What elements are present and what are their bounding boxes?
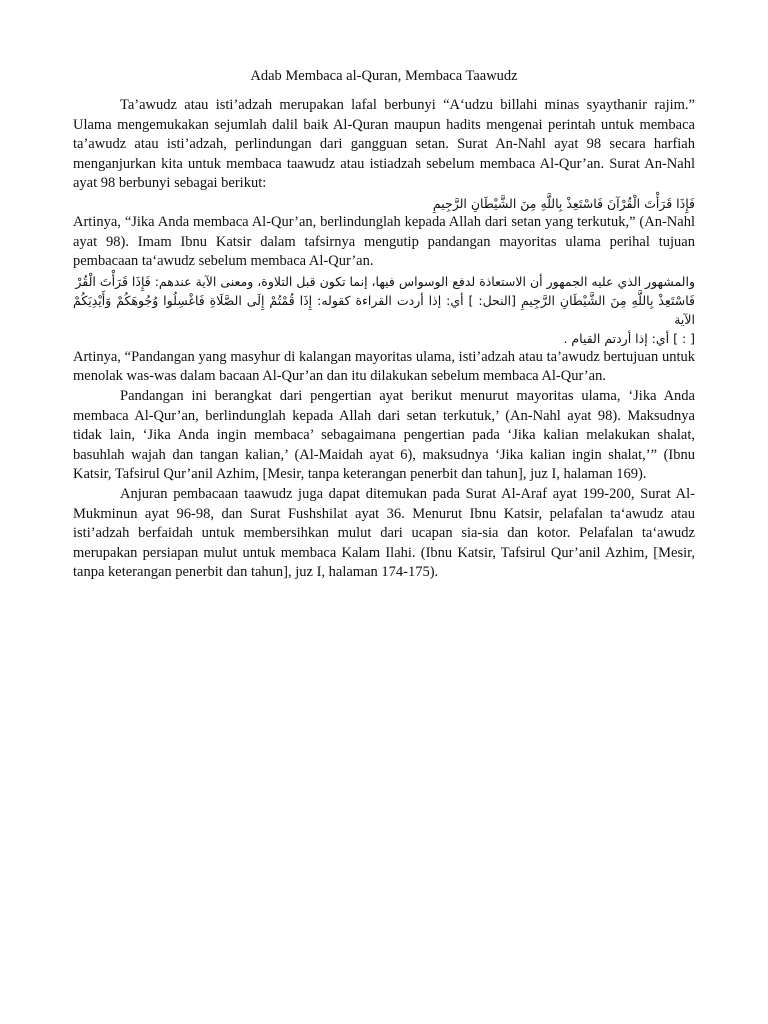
paragraph-recommendation: Anjuran pembacaan taawudz juga dapat ditemukan pada Surat Al-Araf ayat 199-200, Surat Al-Mukminun ayat 96-98, dan Surat Fushshilat ayat 36. Menurut Ibnu Katsir, pelafalan ta‘awudz atau isti’adzah berfaidah untuk membersihkan mulut dari ucapan sia-sia dan kotor. Pelafalan ta‘awudz merupakan persiapan mulut untuk membaca Kalam Ilahi. (Ibnu Katsir, Tafsirul Qur’anil Azhim, [Mesir, tanpa keterangan penerbit dan tahun], juz I, halaman 174-175). [73,485,695,581]
arabic-quote [73,272,695,348]
paragraph-translation: Artinya, “Jika Anda membaca Al-Qur’an, berlindunglah kepada Allah dari setan yang terkutuk,” (An-Nahl ayat 98). Imam Ibnu Katsir dalam tafsirnya mengutip pandangan mayoritas ulama perihal tujuan pembacaan ta‘awudz sebelum membaca Al-Qur’an. [73,213,695,270]
paragraph-explanation: Pandangan ini berangkat dari pengertian ayat berikut menurut mayoritas ulama, ‘Jika Anda membaca Al-Qur’an, berlindunglah kepada Allah dari setan terkutuk,’ (An-Nahl ayat 98). Maksudnya tidak lain, ‘Jika Anda ingin membaca’ sebagaimana pengertian pada ‘Jika kalian melakukan shalat, basuhlah wajah dan tangan kalian,’ (Al-Maidah ayat 6), maksudnya ‘Jika kalian ingin shalat,’” (Ibnu Katsir, Tafsirul Qur’anil Azhim, [Mesir, tanpa keterangan penerbit dan tahun], juz I, halaman 169). [73,387,695,483]
arabic-quote-line-1: والمشهور الذي عليه الجمهور أن الاستعاذة لدفع الوسواس فيها، إنما تكون قبل التلاوة، ومعنى الآية عندهم: فَإِذَا قَرَأْتَ الْقُرْ [75,273,695,289]
paragraph-intro: Ta’awudz atau isti’adzah merupakan lafal berbunyi “A‘udzu billahi minas syaythanir rajim.” Ulama mengemukakan sejumlah dalil baik Al-Quran maupun hadits mengenai perintah untuk membaca ta’awudz atau isti’adzah, perlindungan dari gangguan setan. Surat An-Nahl ayat 98 secara harfiah menganjurkan kita untuk membaca taawudz atau istiadzah sebelum membaca Al-Qur’an. Surat An-Nahl ayat 98 berbunyi sebagai berikut: [73,97,695,192]
arabic-quote-line-2: فَاسْتَعِذْ بِاللَّهِ مِنَ الشَّيْطَانِ الرَّجِيمِ [النحل: ] أي: إذا أردت القراءة كقوله: إِذَا قُمْتُمْ إِلَى الصَّلَاةِ فَاغْسِلُوا وُجُوهَكُمْ وَأَيْدِيَكُمْ الآية [73,292,695,327]
page-title: Adab Membaca al-Quran, Membaca Taawudz [250,68,518,84]
arabic-verse: فَإِذَا قَرَأْتَ الْقُرْآنَ فَاسْتَعِذْ بِاللَّهِ مِنَ الشَّيْطَانِ الرَّجِيمِ [432,195,695,211]
arabic-quote-line-3: [ : ] أي: إذا أردتم القيام . [563,330,695,346]
paragraph-quote-translation: Artinya, “Pandangan yang masyhur di kalangan mayoritas ulama, isti’adzah atau ta’awudz bertujuan untuk menolak was-was dalam bacaan Al-Qur’an dan itu dilakukan sebelum membaca Al-Qur’an. [73,348,695,385]
